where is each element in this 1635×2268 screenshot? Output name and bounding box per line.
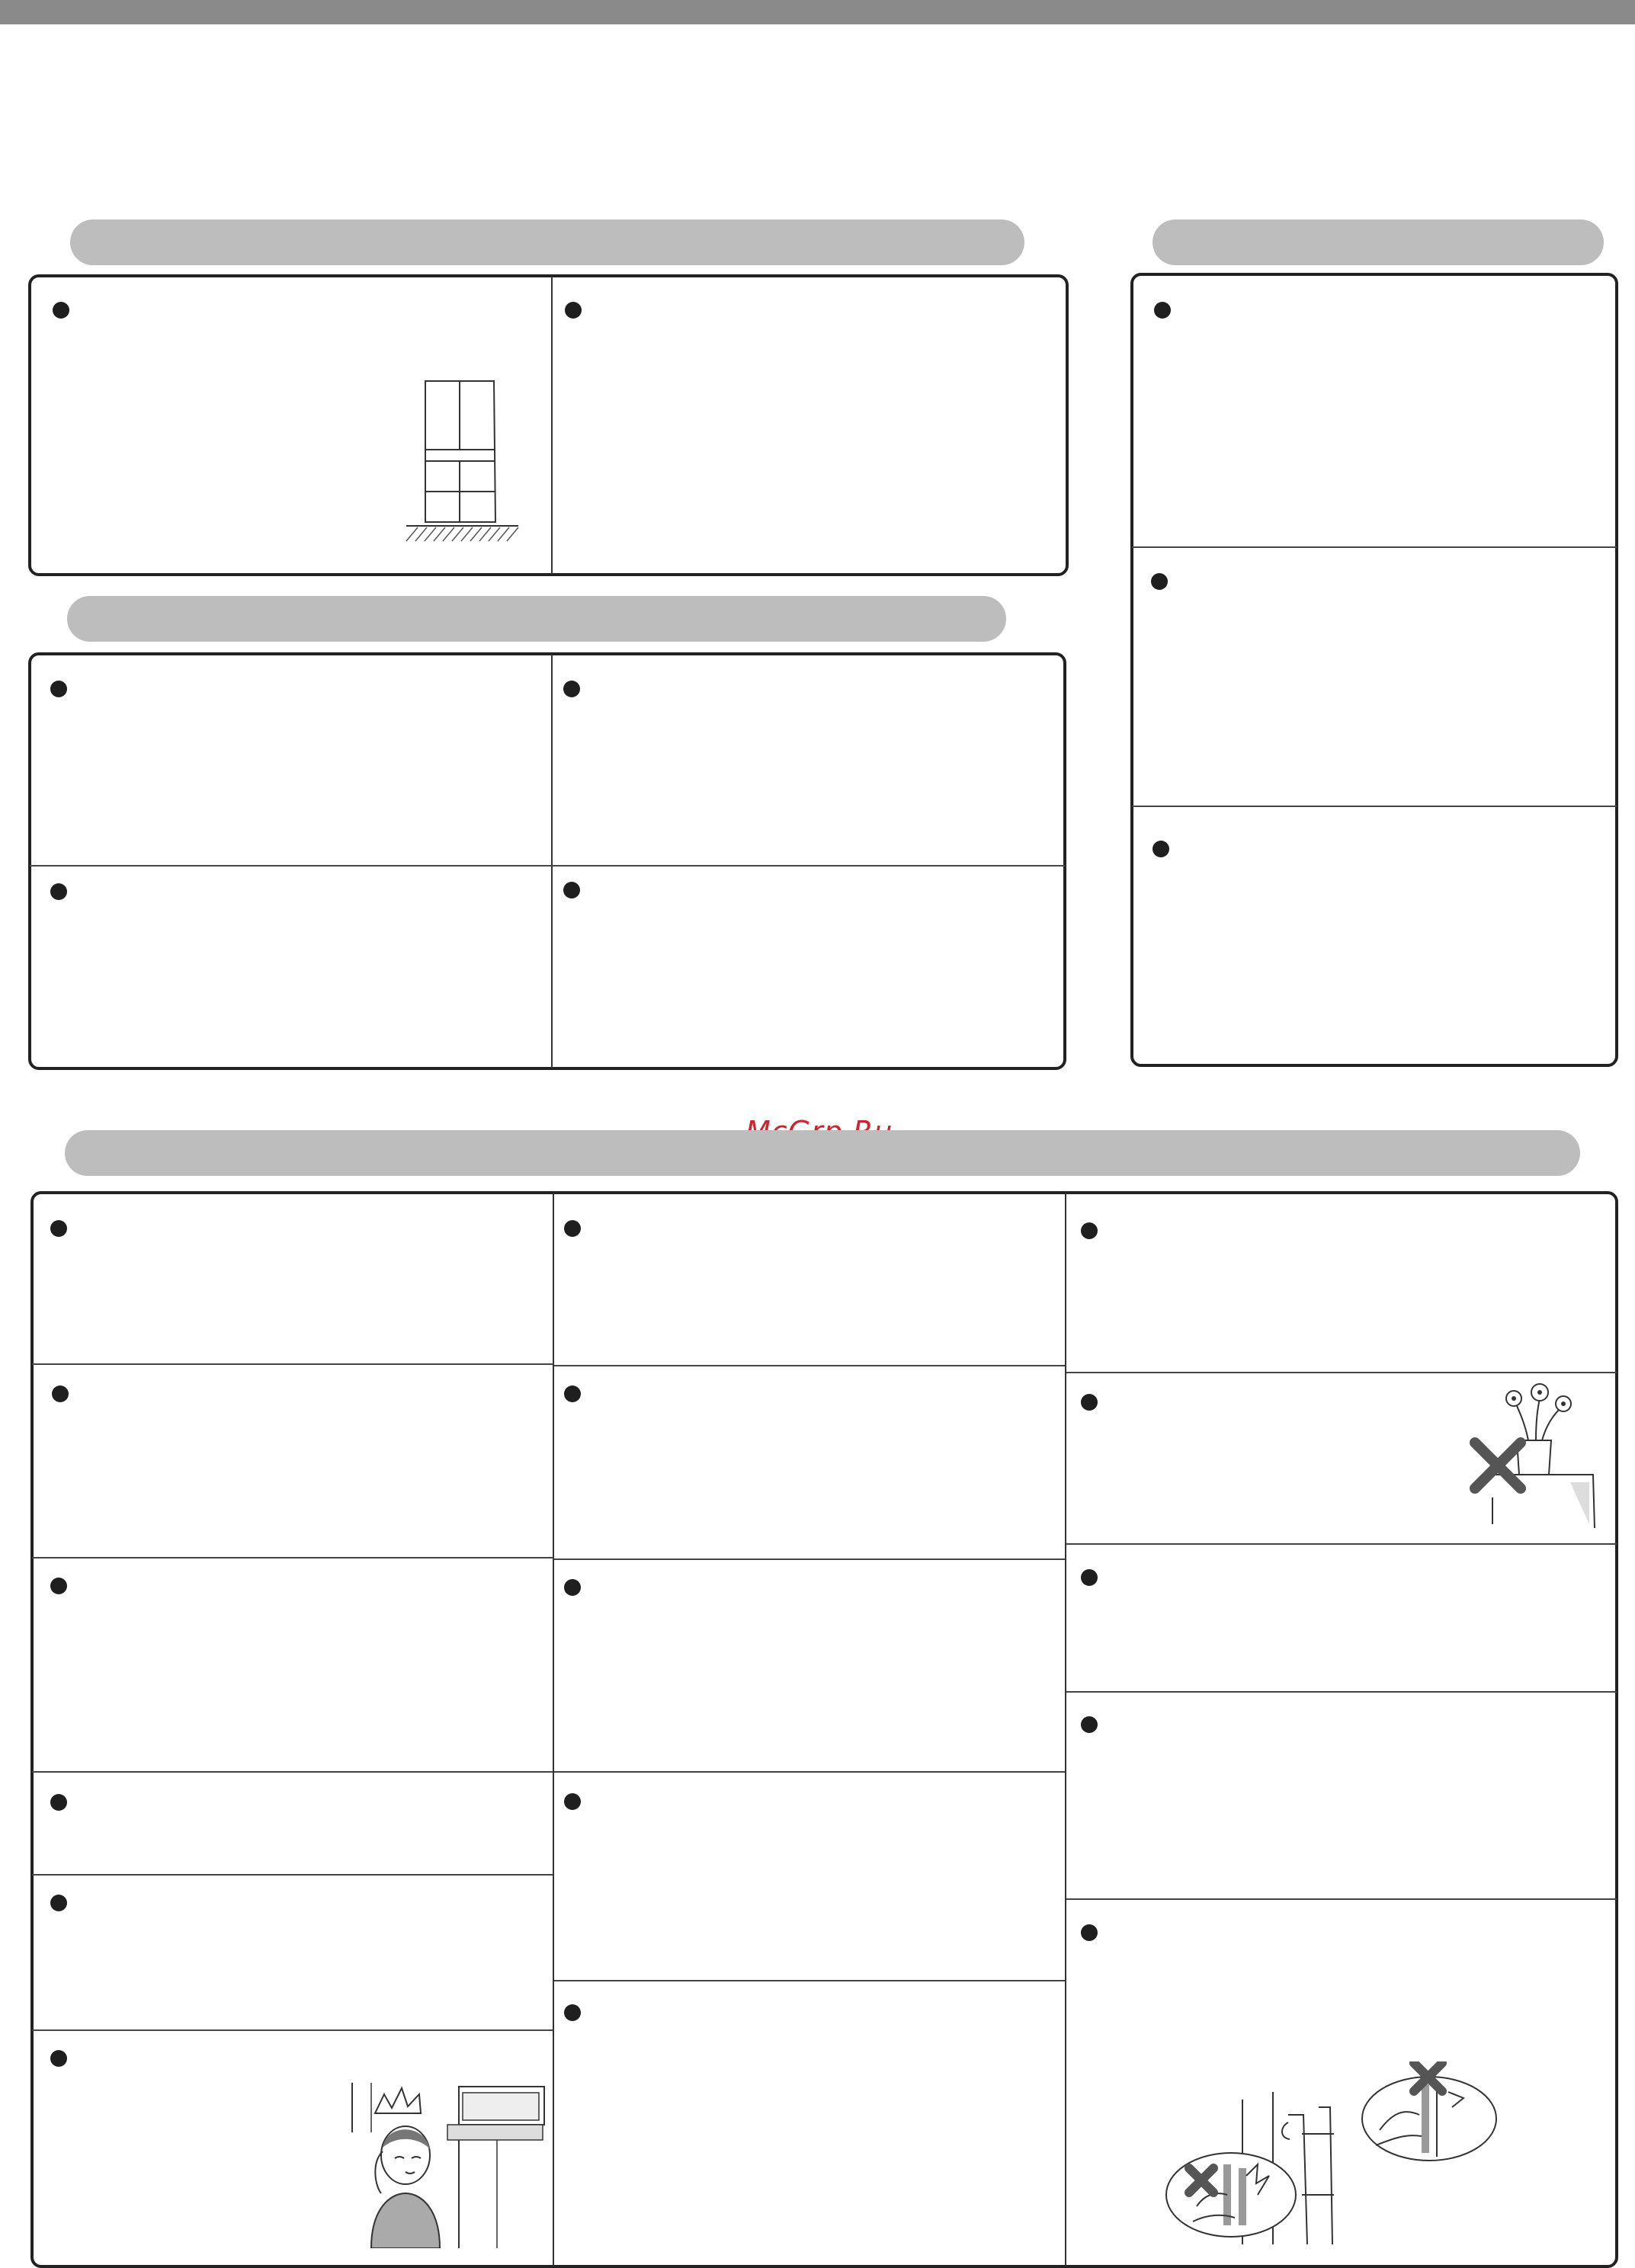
section-box-2 <box>28 652 1066 1070</box>
bullet-icon <box>564 2004 581 2021</box>
bullet-icon <box>50 1578 67 1594</box>
fridge-icon <box>402 377 524 549</box>
bullet-icon <box>565 302 582 319</box>
row-divider <box>1066 1898 1617 1900</box>
head-bump-icon <box>345 2079 547 2248</box>
section-header-bar-4 <box>65 1130 1580 1176</box>
column-divider <box>551 276 553 575</box>
bullet-icon <box>53 302 69 319</box>
row-divider <box>1066 1691 1617 1693</box>
bullet-icon <box>563 882 580 899</box>
bullet-icon <box>563 681 580 697</box>
row-divider <box>554 1771 1065 1773</box>
bullet-icon <box>50 681 67 697</box>
section-box-3 <box>1130 273 1618 1067</box>
bullet-icon <box>564 1220 581 1237</box>
column-divider <box>553 1193 554 2266</box>
bullet-icon <box>1081 1222 1098 1239</box>
bullet-icon <box>1081 1394 1098 1411</box>
row-divider <box>32 1874 553 1876</box>
row-divider <box>32 2029 553 2031</box>
bullet-icon <box>564 1793 581 1810</box>
row-divider <box>1066 1372 1617 1373</box>
bullet-icon <box>50 2050 67 2067</box>
bullet-icon <box>50 1794 67 1811</box>
column-divider <box>551 654 553 1068</box>
vase-prohibited-icon <box>1463 1376 1601 1528</box>
bullet-icon <box>564 1579 581 1596</box>
top-header-bar <box>0 0 1635 24</box>
bullet-icon <box>52 1385 69 1402</box>
bullet-icon <box>50 1895 67 1911</box>
column-divider <box>1065 1193 1066 2266</box>
row-divider <box>1066 1543 1617 1545</box>
bullet-icon <box>50 1220 67 1237</box>
row-divider <box>32 1557 553 1558</box>
row-divider <box>30 865 1065 867</box>
bullet-icon <box>50 883 67 900</box>
row-divider <box>32 1771 553 1773</box>
bullet-icon <box>1081 1716 1098 1733</box>
section-header-bar-2 <box>67 596 1006 642</box>
section-box-1 <box>28 274 1069 576</box>
row-divider <box>554 1558 1065 1560</box>
bullet-icon <box>1153 841 1169 857</box>
row-divider <box>32 1363 553 1365</box>
bullet-icon <box>1081 1569 1098 1586</box>
section-header-bar-3 <box>1153 219 1604 265</box>
row-divider <box>1132 546 1617 548</box>
bullet-icon <box>1151 573 1168 590</box>
row-divider <box>554 1980 1065 1981</box>
bullet-icon <box>1081 1924 1098 1941</box>
row-divider <box>1132 806 1617 807</box>
section-header-bar-1 <box>70 219 1024 265</box>
hand-pinch-prohibited-icon <box>1151 2061 1502 2244</box>
bullet-icon <box>1154 302 1171 319</box>
bullet-icon <box>564 1385 581 1402</box>
row-divider <box>554 1365 1065 1366</box>
